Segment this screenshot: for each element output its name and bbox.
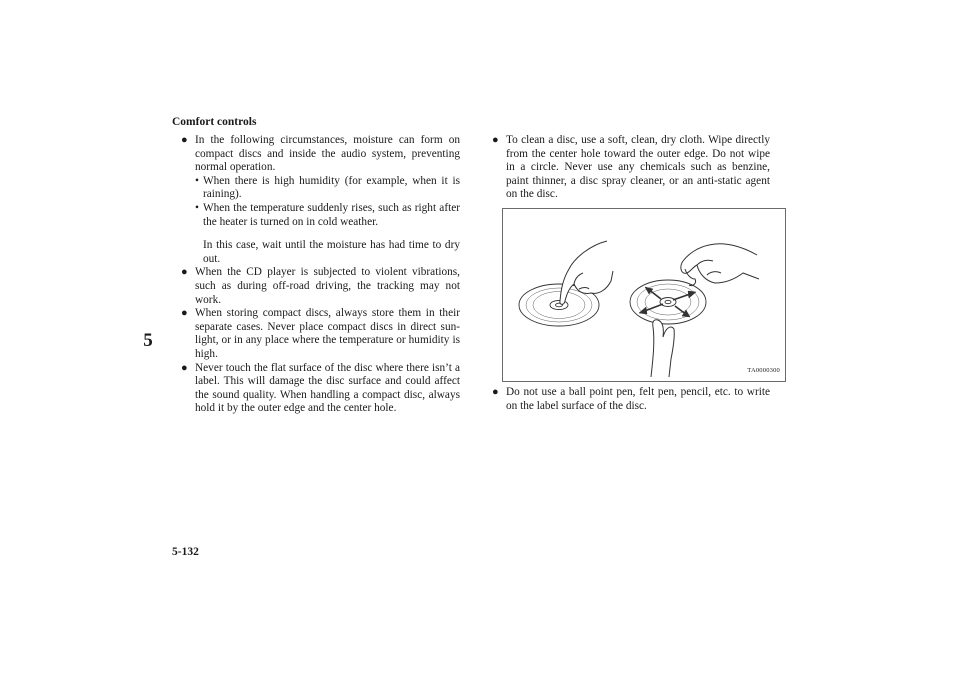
page-number: 5-132: [172, 546, 199, 558]
bullet-vibrations: [181, 266, 460, 307]
disc-handling-illustration: [502, 208, 786, 382]
sub-item-text: When the temperature suddenly rises, such as right after the heater is turned on in cold weather.: [203, 201, 460, 228]
wipe-direction-arrows-icon: [639, 287, 696, 317]
right-column: [492, 134, 780, 413]
left-column: [181, 134, 460, 416]
sub-item-temperature: [181, 202, 460, 229]
figure-code-label: TA0000300: [747, 367, 780, 375]
bullet-text: When storing compact discs, always store them in their separate cases. Never place compact discs in direct sun-light, or in any place where the temperature or humidity is high.: [195, 307, 460, 360]
bullet-storage: [181, 307, 460, 361]
bullet-cleaning: [492, 134, 770, 202]
bullet-text: Never touch the flat surface of the disc where there isn’t a label. This will damage the disc surface and could affect the sound quality. When handling a compact disc, always hold it by the outer edge and the center hole.: [195, 361, 460, 415]
sub-item-text: When there is high humidity (for example, when it is raining).: [203, 174, 460, 201]
sub-item-humidity: [181, 175, 460, 202]
bullet-icon: ●: [181, 361, 188, 374]
right-wiping-hand-icon: [681, 244, 759, 286]
bullet-icon: ●: [181, 307, 188, 320]
bullet-text: When the CD player is subjected to violent vibrations, such as during off-road driving, the tracking may not work.: [195, 266, 460, 306]
bullet-text: In the following circumstances, moisture can form on compact discs and inside the audio system, preventing normal operation.: [195, 134, 460, 174]
page-header-title: Comfort controls: [172, 116, 257, 128]
left-hand-icon: [560, 241, 613, 304]
bullet-no-writing: [492, 386, 770, 413]
right-disc-icon: [630, 280, 706, 324]
bullet-icon: ●: [492, 134, 499, 146]
bullet-icon: ●: [181, 266, 188, 279]
section-number-tab: 5: [143, 330, 153, 351]
bullet-text: To clean a disc, use a soft, clean, dry cloth. Wipe directly from the center hole toward the outer edge. Do not wipe in a circle. Never use any chemicals such as benzine, paint thinner, a disc spray cleaner, or an anti-static agent on the disc.: [506, 134, 770, 201]
disc-handling-drawing: [503, 209, 785, 381]
sub-bullet-icon: •: [195, 201, 199, 214]
sub-bullet-icon: •: [195, 174, 199, 187]
right-holding-hand-icon: [651, 320, 674, 377]
moisture-followup-text: In this case, wait until the moisture has had time to dry out.: [203, 239, 460, 265]
bullet-text: Do not use a ball point pen, felt pen, pencil, etc. to write on the label surface of the disc.: [506, 385, 770, 412]
bullet-icon: ●: [181, 134, 188, 146]
bullet-icon: ●: [492, 385, 499, 398]
bullet-moisture: [181, 134, 460, 175]
bullet-handling: [181, 362, 460, 416]
